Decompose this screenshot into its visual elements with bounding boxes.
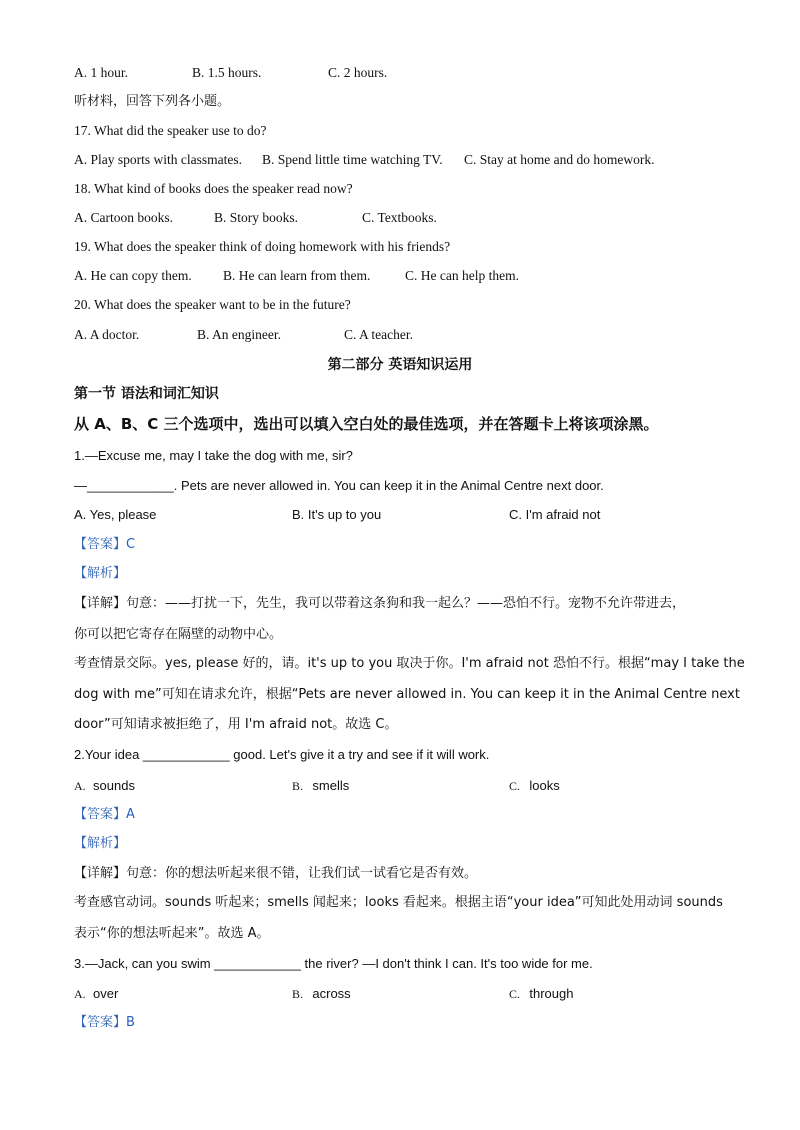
q19-stem: 19. What does the speaker think of doing homework with his friends? xyxy=(74,239,451,254)
g2-option-b xyxy=(292,777,349,795)
g2-stem: 2.Your idea ____________ good. Let's give it a try and see if it will work. xyxy=(74,747,490,762)
g1-line1: 1.—Excuse me, may I take the dog with me, sir? xyxy=(74,448,353,463)
section1-title: 第一节 语法和词汇知识 xyxy=(74,386,219,402)
q20-option-c: C. A teacher. xyxy=(344,327,413,342)
g2-option-a xyxy=(74,777,135,795)
g3-option-b-text: across xyxy=(312,986,351,1001)
g3-option-a xyxy=(74,985,118,1003)
q18-stem: 18. What kind of books does the speaker read now? xyxy=(74,181,353,196)
g2-detail-3: 表示“你的想法听起来”。故选 A。 xyxy=(74,926,270,941)
listening-instruction: 听材料，回答下列各小题。 xyxy=(74,94,231,109)
g3-option-a-letter: A. xyxy=(74,987,86,1001)
part2-title: 第二部分 英语知识运用 xyxy=(327,357,473,373)
g1-option-c: C. I'm afraid not xyxy=(509,507,601,522)
instruction: 从 A、B、C 三个选项中，选出可以填入空白处的最佳选项，并在答题卡上将该项涂黑。 xyxy=(74,415,659,433)
g1-detail-5: door”可知请求被拒绝了，用 I'm afraid not。故选 C。 xyxy=(74,717,398,732)
g1-line2: —____________. Pets are never allowed in. You can keep it in the Animal Centre next door. xyxy=(74,478,604,493)
q20-stem: 20. What does the speaker want to be in the future? xyxy=(74,297,351,312)
g2-analysis: 【解析】 xyxy=(74,836,127,851)
q19-option-a: A. He can copy them. xyxy=(74,268,192,283)
g1-answer: 【答案】C xyxy=(74,537,136,552)
g3-option-c xyxy=(509,985,573,1003)
g1-detail-3: 考查情景交际。yes, please 好的，请。it's up to you 取决于你。I'm afraid not 恐怕不行。根据“may I take the xyxy=(74,656,745,671)
g2-detail-1: 【详解】句意：你的想法听起来很不错，让我们试一试看它是否有效。 xyxy=(74,866,478,881)
q16-option-a: A. 1 hour. xyxy=(74,65,128,80)
q17-option-c: C. Stay at home and do homework. xyxy=(464,152,655,167)
q18-option-c: C. Textbooks. xyxy=(362,210,437,225)
g2-detail-2: 考查感官动词。sounds 听起来；smells 闻起来；looks 看起来。根据主语“your idea”可知此处用动词 sounds xyxy=(74,895,723,910)
q17-option-b: B. Spend little time watching TV. xyxy=(262,152,443,167)
q20-option-a: A. A doctor. xyxy=(74,327,140,342)
g3-option-b xyxy=(292,985,351,1003)
g3-option-c-text: through xyxy=(529,986,574,1001)
q19-option-c: C. He can help them. xyxy=(405,268,519,283)
q16-option-b: B. 1.5 hours. xyxy=(192,65,262,80)
q18-option-b: B. Story books. xyxy=(214,210,299,225)
g2-option-b-text: smells xyxy=(312,778,350,793)
g3-option-c-letter: C. xyxy=(509,987,521,1001)
g1-detail-1: 【详解】句意：——打扰一下，先生，我可以带着这条狗和我一起么？——恐怕不行。宠物不允许带进去， xyxy=(74,596,686,611)
g2-option-a-letter: A. xyxy=(74,779,86,793)
g3-option-b-letter: B. xyxy=(292,987,304,1001)
g1-option-a: A. Yes, please xyxy=(74,507,157,522)
g2-option-b-letter: B. xyxy=(292,779,304,793)
q16-option-c: C. 2 hours. xyxy=(328,65,388,80)
q17-stem: 17. What did the speaker use to do? xyxy=(74,123,267,138)
g1-analysis: 【解析】 xyxy=(74,566,127,581)
g3-option-a-text: over xyxy=(93,986,119,1001)
g1-detail-2: 你可以把它寄存在隔壁的动物中心。 xyxy=(74,627,283,642)
q18-option-a: A. Cartoon books. xyxy=(74,210,173,225)
q19-option-b: B. He can learn from them. xyxy=(223,268,371,283)
q17-option-a: A. Play sports with classmates. xyxy=(74,152,242,167)
g3-answer: 【答案】B xyxy=(74,1015,135,1030)
g2-option-c-text: looks xyxy=(529,778,560,793)
g1-option-b: B. It's up to you xyxy=(292,507,382,522)
g1-detail-4: dog with me”可知在请求允许，根据“Pets are never allowed in. You can keep it in the Animal Centre next xyxy=(74,687,740,702)
g2-option-a-text: sounds xyxy=(93,778,135,793)
g2-option-c xyxy=(509,777,560,795)
g2-option-c-letter: C. xyxy=(509,779,521,793)
g2-answer: 【答案】A xyxy=(74,807,135,822)
g3-stem: 3.—Jack, can you swim ____________ the river? —I don't think I can. It's too wide for me. xyxy=(74,956,593,971)
q20-option-b: B. An engineer. xyxy=(197,327,281,342)
